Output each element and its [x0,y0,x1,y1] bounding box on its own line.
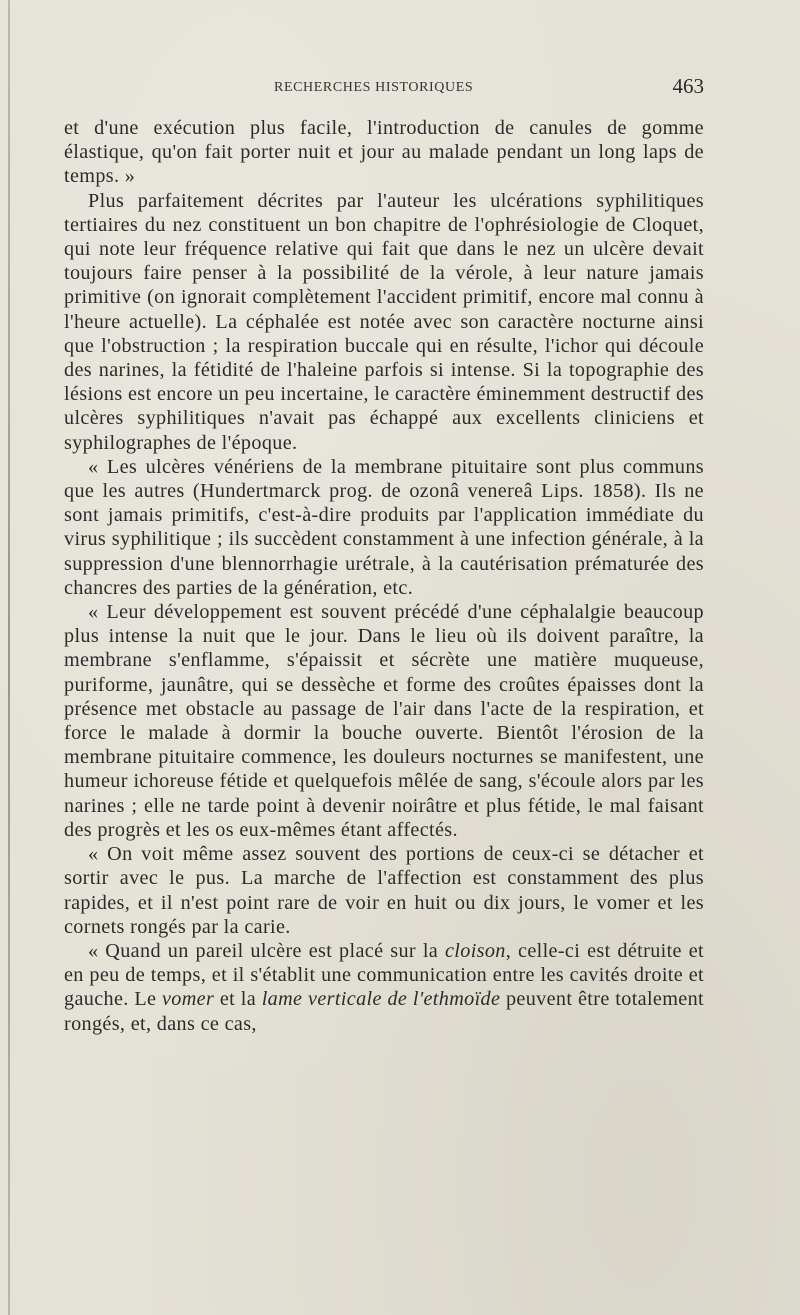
italic-term: cloison [444,939,506,962]
page-number: 463 [672,74,704,98]
paragraph [64,189,704,455]
italic-term: lame verticale de l'ethmoïde [261,988,501,1011]
text-run: et d'une exécution plus facile, l'introduction de canules de gomme élastique, qu'on fait porter nuit et jour au malade pendant un long laps de temps. » [64,117,704,188]
paragraph [64,116,704,189]
page-gutter-edge [8,0,10,1315]
paragraph [64,600,704,842]
text-run: « On voit même assez souvent des portions de ceux-ci se détacher et sortir avec le pus. La marche de l'affection est constamment des plus rapides, et il n'est point rare de voir en huit ou dix jours, le vomer et les cornets rongés par la carie. [64,843,704,938]
paragraph [64,455,704,600]
body-text [64,116,704,1036]
page-header [72,76,704,100]
text-run: et la [214,988,262,1011]
text-run: peuvent être totalement rongés, et, dans ce cas, [64,988,704,1035]
text-run: , celle-ci est détruite et en peu de temps, et il s'établit une communication entre les cavités droite et gauche. Le [64,939,705,1011]
running-head: RECHERCHES HISTORIQUES [274,80,474,95]
paragraph [64,939,704,1036]
text-run: « Leur développement est souvent précédé d'une céphalalgie beaucoup plus intense la nuit que le jour. Dans le lieu où ils doivent paraître, la membrane s'enflamme, s'épaissit et sécrète une matière muqueuse, puriforme, jaunâtre, qui se dessèche et forme des croûtes épaisses dont la présence met obstacle au passage de l'air dans l'acte de la respiration, et force le malade à dormir la bouche ouverte. Bientôt l'érosion de la membrane pituitaire commence, les douleurs nocturnes se manifestent, une humeur ichoreuse fétide et quelquefois mêlée de sang, s'écoule alors par les narines ; elle ne tarde point à devenir noirâtre et plus fétide, le mal faisant des progrès et les os eux-mêmes étant affectés. [64,601,704,841]
italic-term: vomer [161,988,215,1011]
text-run: « Quand un pareil ulcère est placé sur la [88,939,445,962]
text-run: « Les ulcères vénériens de la membrane pituitaire sont plus communs que les autres (Hundertmarck prog. de ozonâ venereâ Lips. 1858). Ils ne sont jamais primitifs, c'est-à-dire produits par l'application immédiate du virus syphilitique ; ils succèdent constamment à une infection générale, à la suppression d'une blennorrhagie urétrale, à la cautérisation prématurée des chancres des parties de la génération, etc. [64,455,704,599]
text-run: Plus parfaitement décrites par l'auteur les ulcérations syphilitiques tertiaires du nez constituent un bon chapitre de l'ophrésiologie de Cloquet, qui note leur fréquence relative qui fait que dans le nez un ulcère devait toujours faire penser à la possibilité de la vérole, à leur nature jamais primitive (on ignorait complètement l'accident primitif, encore mal connu à l'heure actuelle). La céphalée est notée avec son caractère nocturne ainsi que l'obstruction ; la respiration buccale qui en résulte, l'ichor qui découle des narines, la fétidité de l'haleine parfois si intense. Si la topographie des lésions est encore un peu incertaine, le caractère éminemment destructif des ulcères syphilitiques n'avait pas échappé aux excellents cliniciens et syphilographes de l'époque. [64,189,704,454]
paragraph [64,842,704,939]
